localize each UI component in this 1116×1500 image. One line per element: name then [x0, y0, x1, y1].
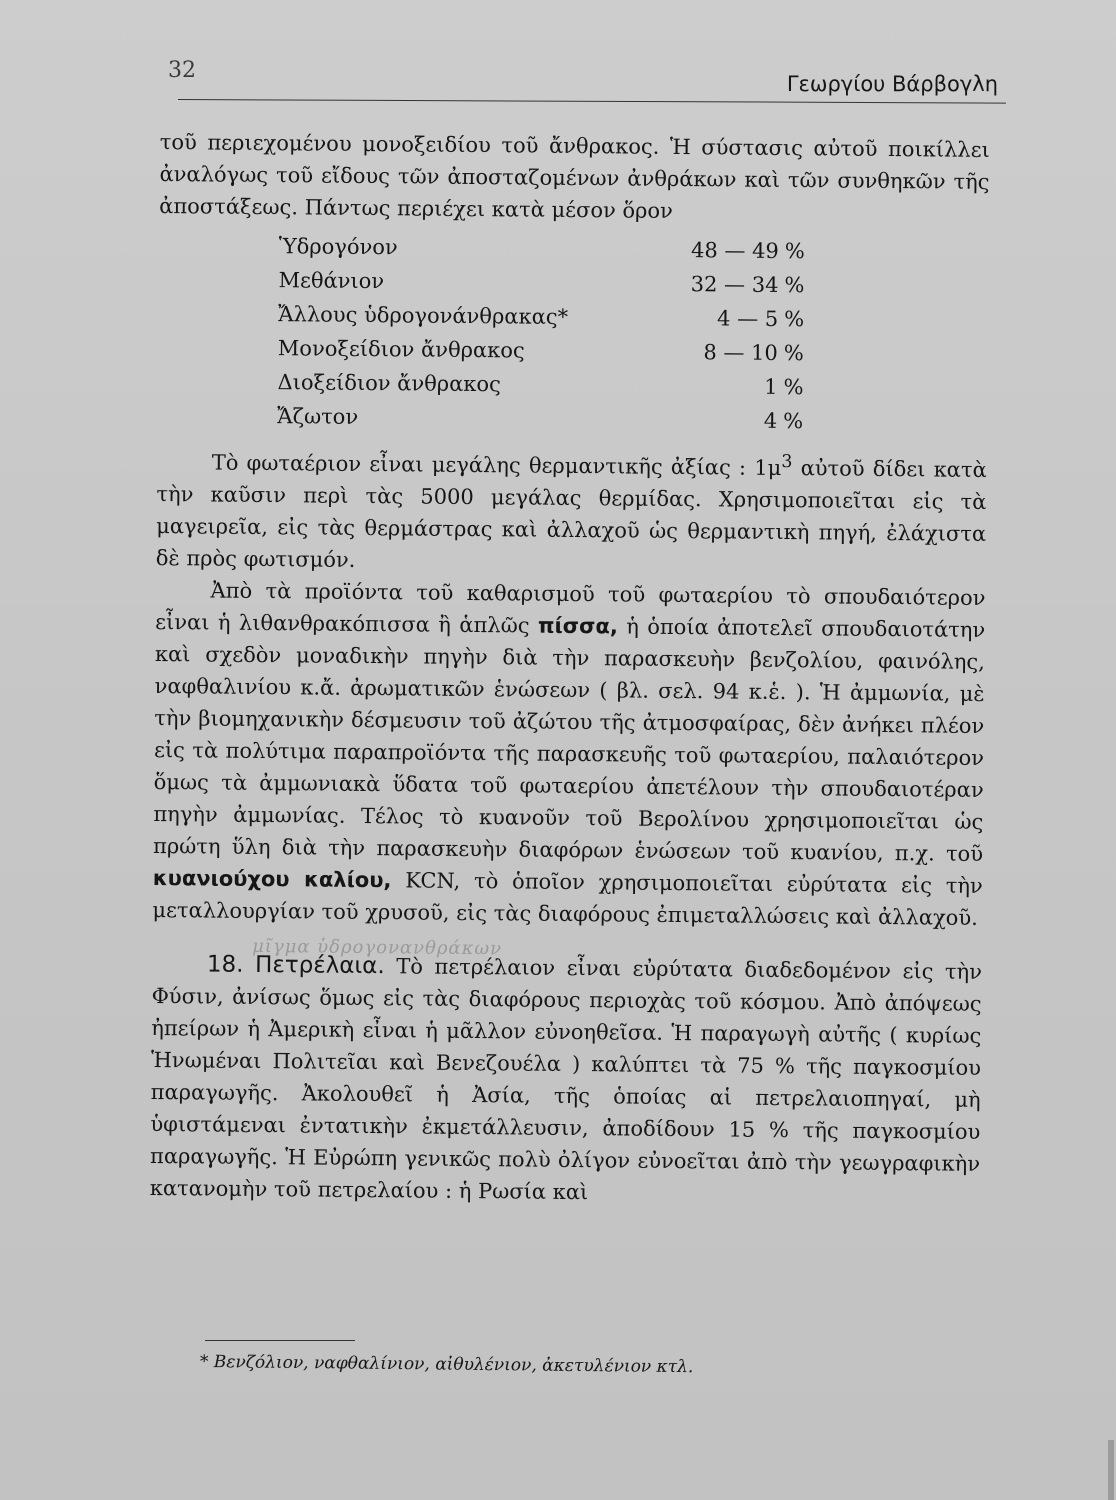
component-name: Μονοξείδιον ἄνθρακος [277, 336, 525, 363]
component-range: 8 — 10 [703, 340, 778, 365]
component-range: 48 — 49 [690, 238, 779, 263]
table-row [278, 263, 824, 302]
superscript: 3 [781, 451, 793, 473]
footnote-rule [205, 1340, 355, 1341]
component-range: 1 [764, 374, 778, 399]
text-run: ἡ ὁποία ἀποτελεῖ σπουδαιοτάτην καὶ σχεδὸν μοναδικὴν πηγὴν διὰ τὴν παρασκευὴν βενζολίου, φαινόλης, ναφθαλινίου κ.ἄ. ἀρωματικῶν ἑνώσεων ( βλ. σελ. 94 κ.ἑ. ). Ἡ ἀμμωνία, μὲ τὴν βιομηχανικὴν δέσμευσιν τοῦ ἀζώτου τῆς ἀτμοσφαίρας, δὲν ἀνήκει πλέον εἰς τὰ πολύτιμα παραπροϊόντα τῆς παρασκευῆς τοῦ φωταερίου, παλαιότερον ὅμως τὰ ἀμμωνιακὰ ὕδατα τοῦ φωταερίου ἀπετέλουν τὴν σπουδαιοτέραν πηγὴν ἀμμωνίας. Τέλος τὸ κυανοῦν τοῦ Βερολίνου χρησιμοποιεῖται ὡς πρώτη ὕλη διὰ τὴν παρασκευὴν διαφόρων ἑνώσεων τοῦ κυανίου, π.χ. τοῦ [152, 614, 986, 866]
table-row [277, 399, 823, 438]
page-number: 32 [168, 58, 196, 83]
component-unit: % [784, 307, 805, 332]
body-text [150, 126, 990, 1212]
footnote: * Βενζόλιον, ναφθαλίνιον, αἰθυλένιον, ἀκετυλένιον κτλ. [199, 1352, 694, 1378]
text-run: αὐτοῦ δίδει κατὰ τὴν καῦσιν περὶ τὰς 5000 μεγάλας θερμίδας. Χρησιμοποιεῖται εἰς τὰ μαγειρεῖα, εἰς τὰς θερμάστρας καὶ ἀλλαχοῦ ὡς θερμαντικὴ πηγή, ἐλάχιστα δὲ πρὸς φωτισμόν. [155, 456, 987, 572]
bold-term-potassium-cyanide: κυανιούχου καλίου, [152, 865, 392, 893]
text-run: Τὸ πετρέλαιον εἶναι εὐρύτατα διαδεδομένον εἰς τὴν Φύσιν, ἀνίσως ὅμως εἰς τὰς διαφόρους περιοχὰς τοῦ κόσμου. Ἀπὸ ἀπόψεως ἠπείρων ἡ Ἀμερικὴ εἶναι ἡ μᾶλλον εὐνοηθεῖσα. Ἡ παραγωγὴ αὐτῆς ( κυρίως Ἡνωμέναι Πολιτεῖαι καὶ Βενεζουέλα ) καλύπτει τὰ 75 % τῆς παγκοσμίου παραγωγῆς. Ἀκολουθεῖ ἡ Ἀσία, τῆς ὁποίας αἱ πετρελαιοπηγαί, μὴ ὑφιστάμεναι ἐντατικὴν ἐκμετάλλευσιν, ἀποδίδουν 15 % τῆς παγκοσμίου παραγωγῆς. Ἡ Εὐρώπη γενικῶς πολὺ ὀλίγον εὐνοεῖται ἀπὸ τὴν γεωγραφικὴν κατανομὴν τοῦ πετρελαίου : ἡ Ρωσία καὶ [149, 954, 983, 1205]
text-run: KCN, τὸ ὁποῖον χρησιμοποιεῖται εὐρύτατα εἰς τὴν μεταλλουργίαν τοῦ χρυσοῦ, εἰς τὰς διαφόρους ἐπιμεταλλώσεις καὶ ἀλλαχοῦ. [152, 868, 983, 930]
component-unit: % [784, 239, 805, 264]
paragraph-byproducts [152, 574, 985, 934]
component-name: Διοξείδιον ἄνθρακος [277, 370, 501, 397]
component-unit: % [783, 340, 804, 366]
table-row [278, 331, 824, 370]
component-name: Ἄλλους ὑδρογονάνθρακας* [278, 302, 569, 329]
table-row [277, 365, 823, 404]
table-row [279, 229, 825, 268]
text-run: Τὸ φωταέριον εἶναι μεγάλης θερμαντικῆς ἀξίας : 1μ [211, 450, 782, 480]
component-unit: % [783, 408, 804, 434]
component-name: Μεθάνιον [278, 268, 385, 294]
component-range: 4 — 5 [716, 306, 779, 331]
paragraph-gas-composition-intro: τοῦ περιεχομένου μονοξειδίου τοῦ ἄνθρακος. Ἡ σύστασις αὐτοῦ ποικίλλει ἀναλόγως τοῦ εἴδους τῶν ἀποσταζομένων ἀνθράκων καὶ τῶν συνθηκῶν τῆς ἀποστάξεως. Πάντως περιέχει κατὰ μέσον ὅρον [159, 129, 990, 223]
header-rule [178, 99, 1006, 104]
component-unit: % [783, 374, 804, 400]
component-unit: % [784, 273, 805, 298]
bold-term-pitch: πίσσα, [537, 613, 618, 639]
section-18-paragraph [150, 948, 982, 1212]
paragraph-heating-value [156, 440, 987, 582]
component-range: 4 [763, 408, 778, 433]
page-edge-mark [1108, 1440, 1114, 1500]
section-title: Πετρέλαια. [254, 951, 385, 980]
table-row [278, 297, 824, 336]
component-name: Ἄζωτον [277, 404, 359, 429]
component-name: Ὑδρογόνον [278, 234, 398, 260]
text-run: Ἀπὸ τὰ προϊόντα τοῦ καθαρισμοῦ τοῦ φωταερίου τὸ σπουδαιότερον εἶναι ἡ λιθανθρακόπισσα ἢ ἁπλῶς [155, 578, 986, 638]
section-number: 18. [206, 951, 244, 978]
component-range: 32 — 34 [690, 272, 779, 297]
handwritten-note: μῖγμα ὑδρογονανθράκων [252, 935, 503, 960]
composition-table [277, 229, 825, 438]
running-title: Γεωργίου Βάρβογλη [786, 72, 998, 96]
